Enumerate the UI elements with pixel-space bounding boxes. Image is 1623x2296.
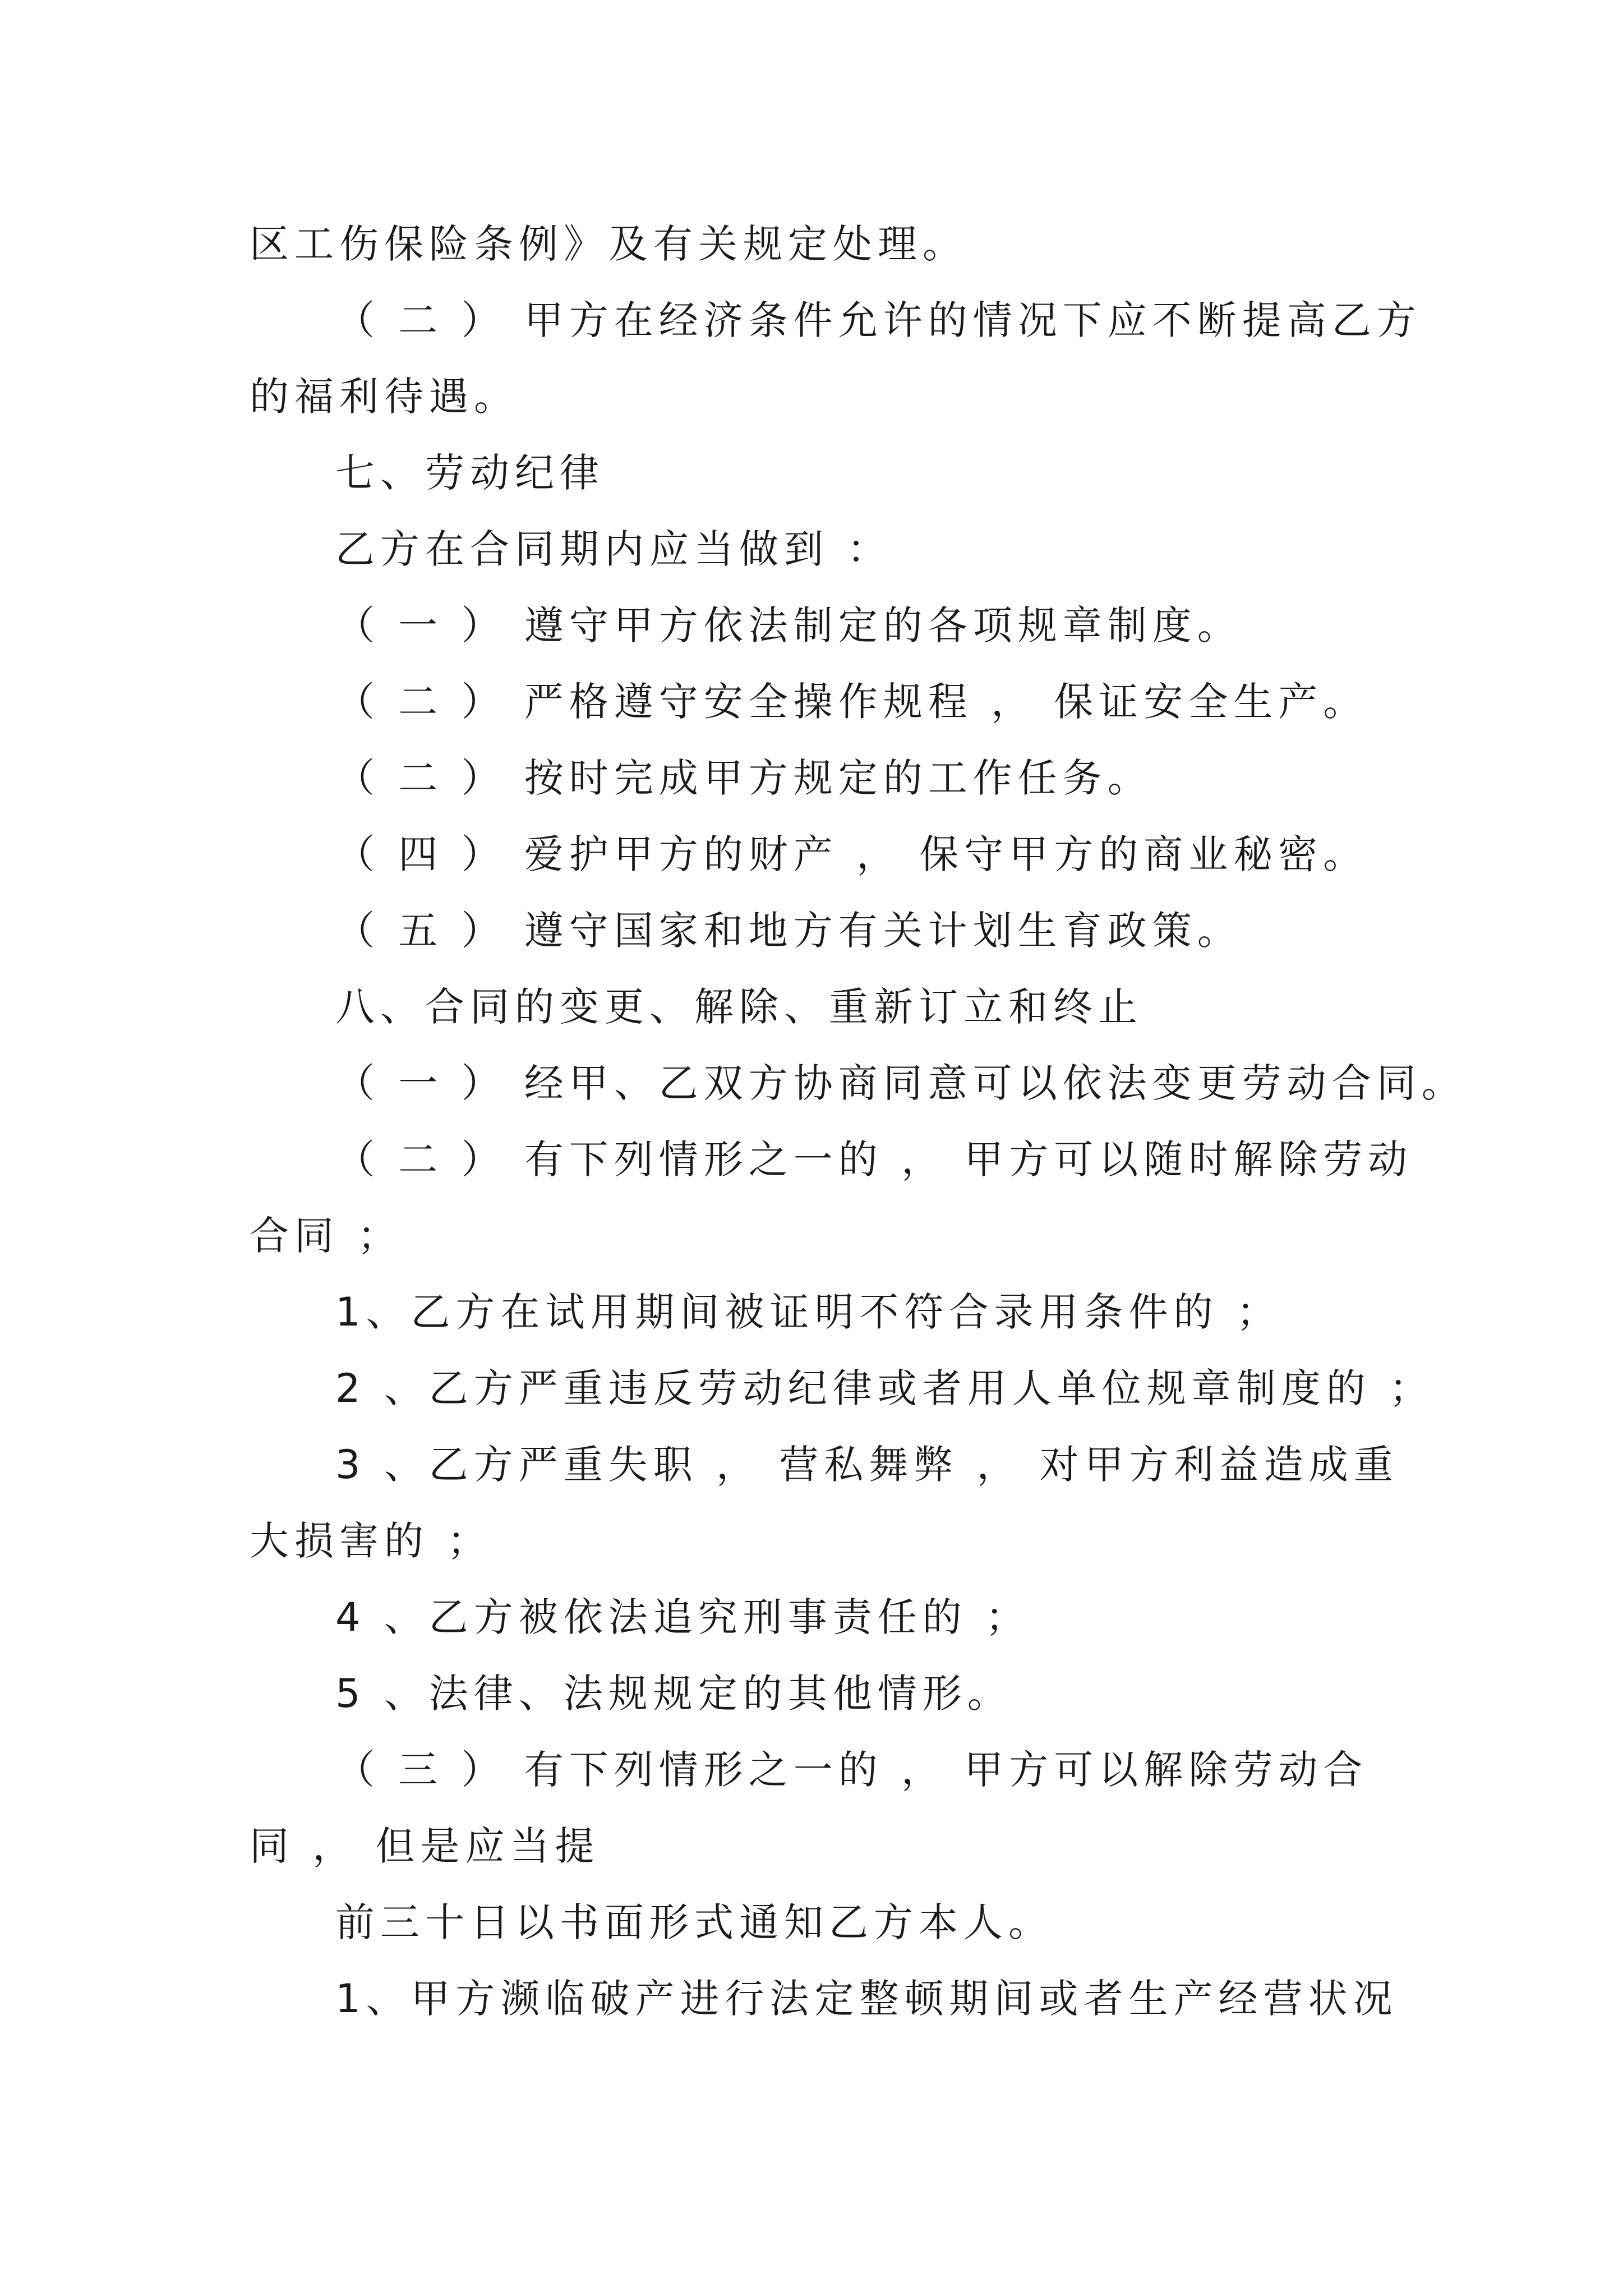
text-line-15: 1、乙方在试用期间被证明不符合录用条件的 ； — [335, 1289, 1281, 1335]
text-line-6: （ 一 ） 遵守甲方依法制定的各项规章制度。 — [335, 602, 1242, 648]
text-line-14: 合同 ； — [250, 1213, 403, 1259]
text-line-17: 3 、乙方严重失职 ， 营私舞弊 ， 对甲方利益造成重 — [335, 1442, 1399, 1488]
text-line-2: （ 二 ） 甲方在经济条件允许的情况下应不断提高乙方 — [335, 297, 1422, 343]
text-line-8: （ 二 ） 按时完成甲方规定的工作任务。 — [335, 755, 1152, 801]
text-line-18: 大损害的 ； — [250, 1518, 492, 1564]
text-line-9: （ 四 ） 爱护甲方的财产 ， 保守甲方的商业秘密。 — [335, 831, 1368, 877]
text-line-22: 同 ， 但是应当提 — [250, 1823, 600, 1869]
text-line-23: 前三十日以书面形式通知乙方本人。 — [335, 1899, 1053, 1945]
section-heading-eight: 八、合同的变更、解除、重新订立和终止 — [335, 984, 1143, 1030]
section-heading-seven: 七、劳动纪律 — [335, 450, 605, 496]
text-line-5: 乙方在合同期内应当做到 ： — [335, 526, 892, 572]
text-line-24: 1、甲方濒临破产进行法定整顿期间或者生产经营状况 — [335, 1976, 1398, 2022]
text-line-16: 2 、乙方严重违反劳动纪律或者用人单位规章制度的 ； — [335, 1365, 1435, 1411]
text-line-7: （ 二 ） 严格遵守安全操作规程 ， 保证安全生产。 — [335, 679, 1368, 725]
text-line-3: 的福利待遇。 — [250, 374, 519, 420]
text-line-13: （ 二 ） 有下列情形之一的 ， 甲方可以随时解除劳动 — [335, 1137, 1413, 1182]
text-line-10: （ 五 ） 遵守国家和地方有关计划生育政策。 — [335, 908, 1242, 954]
text-line-1: 区工伤保险条例》及有关规定处理。 — [250, 221, 967, 267]
text-line-20: 5 、法律、法规规定的其他情形。 — [335, 1671, 1012, 1717]
text-line-12: （ 一 ） 经甲、乙双方协商同意可以依法变更劳动合同。 — [335, 1060, 1467, 1106]
text-line-19: 4 、乙方被依法追究刑事责任的 ； — [335, 1594, 1031, 1640]
text-line-21: （ 三 ） 有下列情形之一的 ， 甲方可以解除劳动合 — [335, 1747, 1368, 1793]
